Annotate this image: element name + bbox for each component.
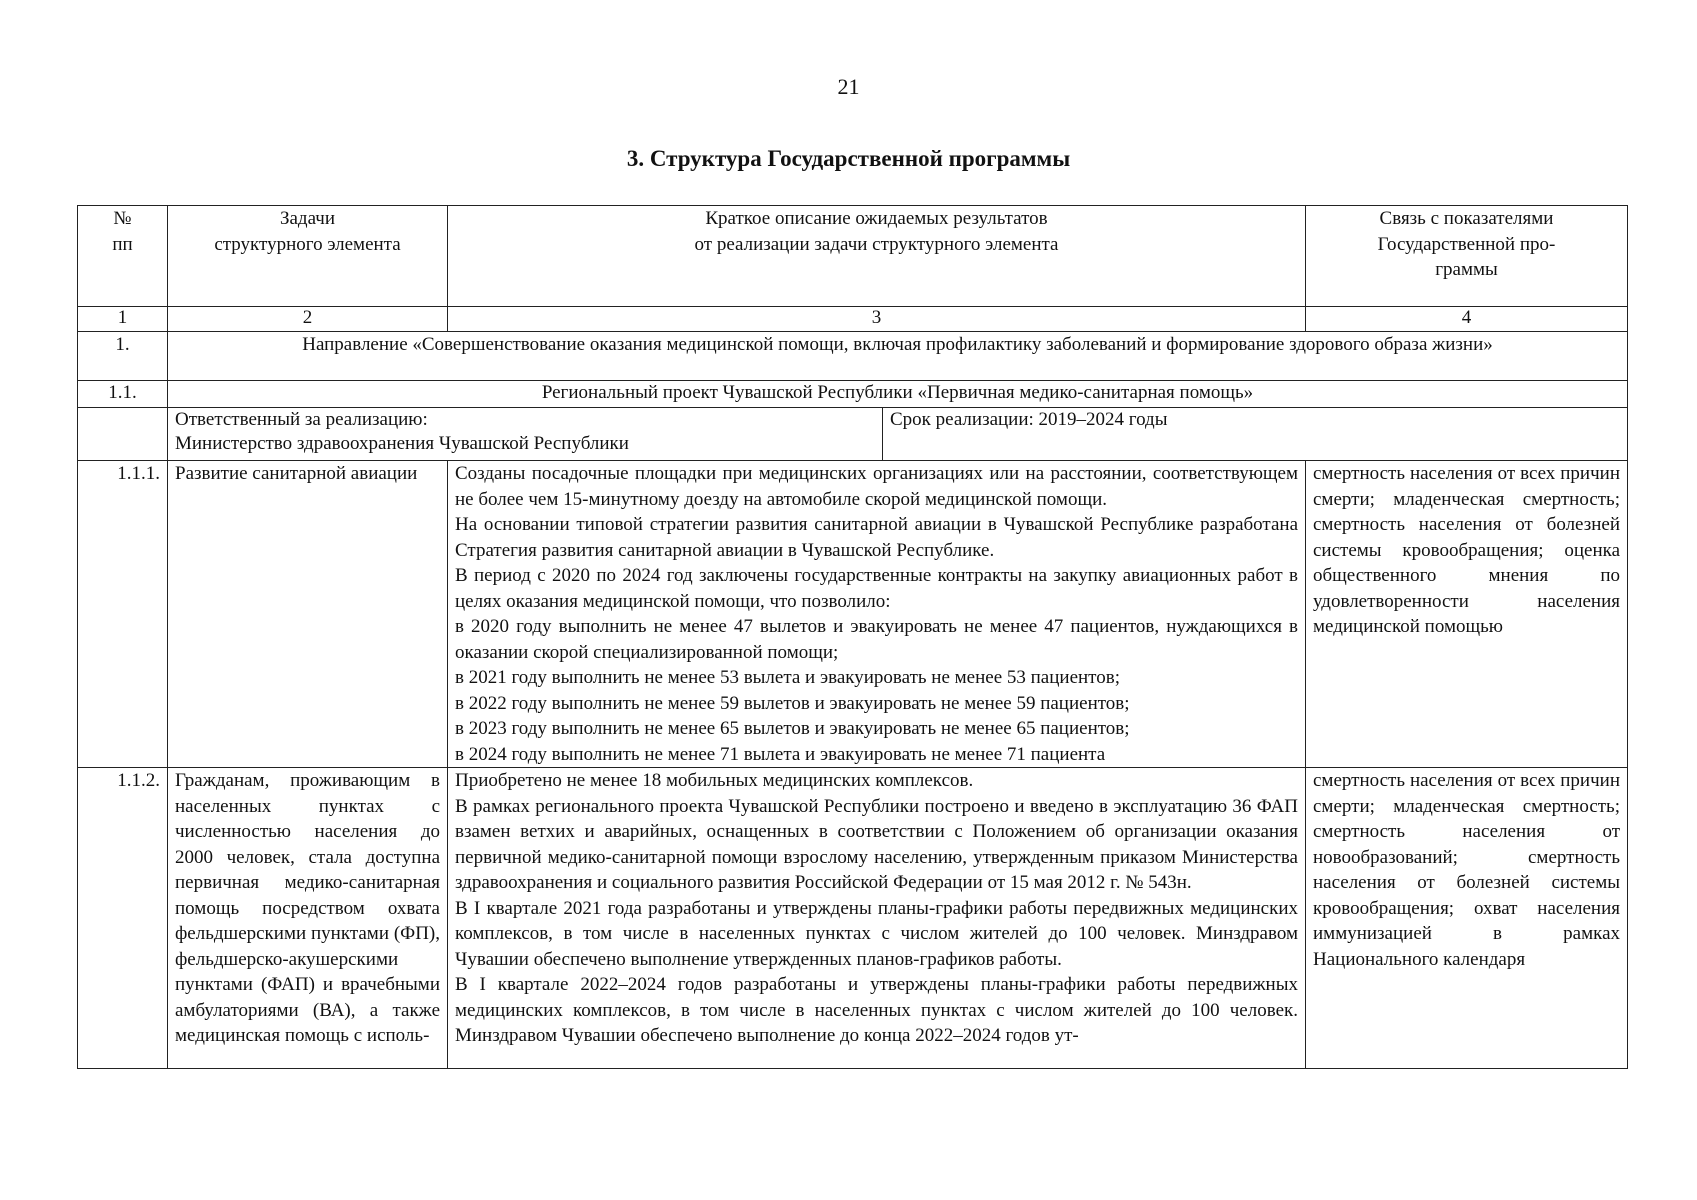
column-number-row (78, 307, 1628, 332)
task-row (78, 461, 1628, 768)
result-paragraph: На основании типовой стратегии развития санитарной авиации в Чувашской Республике разработана Стратегия развития санитарной авиации в Чувашской Республике. (455, 514, 1298, 561)
header-results-line: от реализации задачи структурного элемента (694, 233, 1059, 255)
project-number: 1.1. (78, 381, 168, 408)
result-paragraph: в 2021 году выполнить не менее 53 вылета и эвакуировать не менее 53 пациентов; (455, 667, 1120, 688)
header-tasks-line: структурного элемента (214, 233, 401, 255)
result-paragraph: Приобретено не менее 18 мобильных медицинских комплексов. (455, 770, 974, 791)
header-indicators (1306, 206, 1628, 307)
task-text: Гражданам, проживающим в населенных пунктах с численностью населения до 2000 человек, стала доступна первичная медико-санитарная помощь посредством охвата фельдшерскими пунктами (ФП), фельдшерско-акушерскими пунктами (ФАП) и врачебными амбулаториями (ВА), а также медицинская помощь с исполь- (168, 768, 448, 1069)
result-paragraph: В I квартале 2021 года разработаны и утверждены планы-графики работы передвижных медицинских комплексов, в том числе в населенных пунктах с числом жителей до 100 человек. Минздравом Чувашии обеспечено выполнение утвержденных планов-графиков работы. (455, 897, 1298, 970)
task-indicators: смертность населения от всех причин смерти; младенческая смертность; смертность населения от болезней системы кровообращения; оценка общественного мнения по удовлетворенности населения медицинской помощью (1306, 461, 1628, 768)
structure-table (77, 205, 1628, 1069)
table-header-row (78, 206, 1628, 307)
header-number-line: пп (112, 233, 133, 255)
header-indicators-line: Связь с показателями (1379, 208, 1554, 229)
column-number: 3 (448, 307, 1306, 332)
header-number-line: № (113, 208, 132, 229)
responsible-block (168, 408, 883, 460)
responsible-cell (168, 408, 1628, 461)
task-number: 1.1.1. (78, 461, 168, 768)
result-paragraph: в 2022 году выполнить не менее 59 вылетов и эвакуировать не менее 59 пациентов; (455, 692, 1130, 714)
task-row (78, 768, 1628, 1069)
result-paragraph: В период с 2020 по 2024 год заключены государственные контракты на закупку авиационных работ в целях оказания медицинской помощи, что позволило: (455, 565, 1298, 612)
column-number: 1 (78, 307, 168, 332)
task-indicators: смертность населения от всех причин смерти; младенческая смертность; смертность населения от новообразований; смертность населения от болезней системы кровообращения; охват населения иммунизацией в рамках Национального календаря (1306, 768, 1628, 1069)
result-paragraph: В I квартале 2022–2024 годов разработаны и утверждены планы-графики работы передвижных медицинских комплексов, в том числе в населенных пунктах с числом жителей до 100 человек. Минздравом Чувашии обеспечено выполнение до конца 2022–2024 годов ут- (455, 974, 1298, 1046)
task-number: 1.1.2. (78, 768, 168, 1069)
header-indicators-line: Государственной про- (1377, 233, 1556, 255)
task-results (448, 461, 1306, 768)
project-text: Региональный проект Чувашской Республики «Первичная медико-санитарная помощь» (168, 381, 1628, 408)
header-number (78, 206, 168, 307)
responsible-empty-cell (78, 408, 168, 461)
result-paragraph: Созданы посадочные площадки при медицинских организациях или на расстоянии, соответствующем не более чем 15-минутному доезду на автомобиле скорой медицинской помощи. (455, 463, 1298, 510)
direction-text: Направление «Совершенствование оказания медицинской помощи, включая профилактику заболеваний и формирование здорового образа жизни» (168, 332, 1628, 381)
result-paragraph: в 2023 году выполнить не менее 65 вылетов и эвакуировать не менее 65 пациентов; (455, 718, 1130, 739)
direction-row (78, 332, 1628, 381)
header-tasks (168, 206, 448, 307)
project-row (78, 381, 1628, 408)
implementation-term: Срок реализации: 2019–2024 годы (890, 409, 1168, 430)
column-number: 2 (168, 307, 448, 332)
responsible-value: Министерство здравоохранения Чувашской Республики (175, 433, 629, 454)
header-tasks-line: Задачи (279, 208, 335, 229)
task-text: Развитие санитарной авиации (168, 461, 448, 768)
term-block (883, 408, 1627, 460)
direction-number: 1. (78, 332, 168, 381)
result-paragraph: в 2020 году выполнить не менее 47 вылетов и эвакуировать не менее 47 пациентов, нуждающихся в оказании скорой специализированной помощи; (455, 616, 1298, 663)
responsible-row (78, 408, 1628, 461)
header-results-line: Краткое описание ожидаемых результатов (705, 208, 1048, 229)
page-title: 3. Структура Государственной программы (626, 146, 1071, 171)
responsible-label: Ответственный за реализацию: (175, 409, 428, 430)
task-results (448, 768, 1306, 1069)
header-results (448, 206, 1306, 307)
header-indicators-line: граммы (1435, 259, 1498, 280)
column-number: 4 (1306, 307, 1628, 332)
result-paragraph: в 2024 году выполнить не менее 71 вылета и эвакуировать не менее 71 пациента (455, 743, 1106, 765)
result-paragraph: В рамках регионального проекта Чувашской Республики построено и введено в эксплуатацию 36 ФАП взамен ветхих и аварийных, оснащенных в соответствии с Положением об организации оказания первичной медико-санитарной помощи взрослому населению, утвержденным приказом Министерства здравоохранения и социального развития Российской Федерации от 15 мая 2012 г. № 543н. (455, 795, 1298, 893)
page-number: 21 (837, 74, 860, 99)
